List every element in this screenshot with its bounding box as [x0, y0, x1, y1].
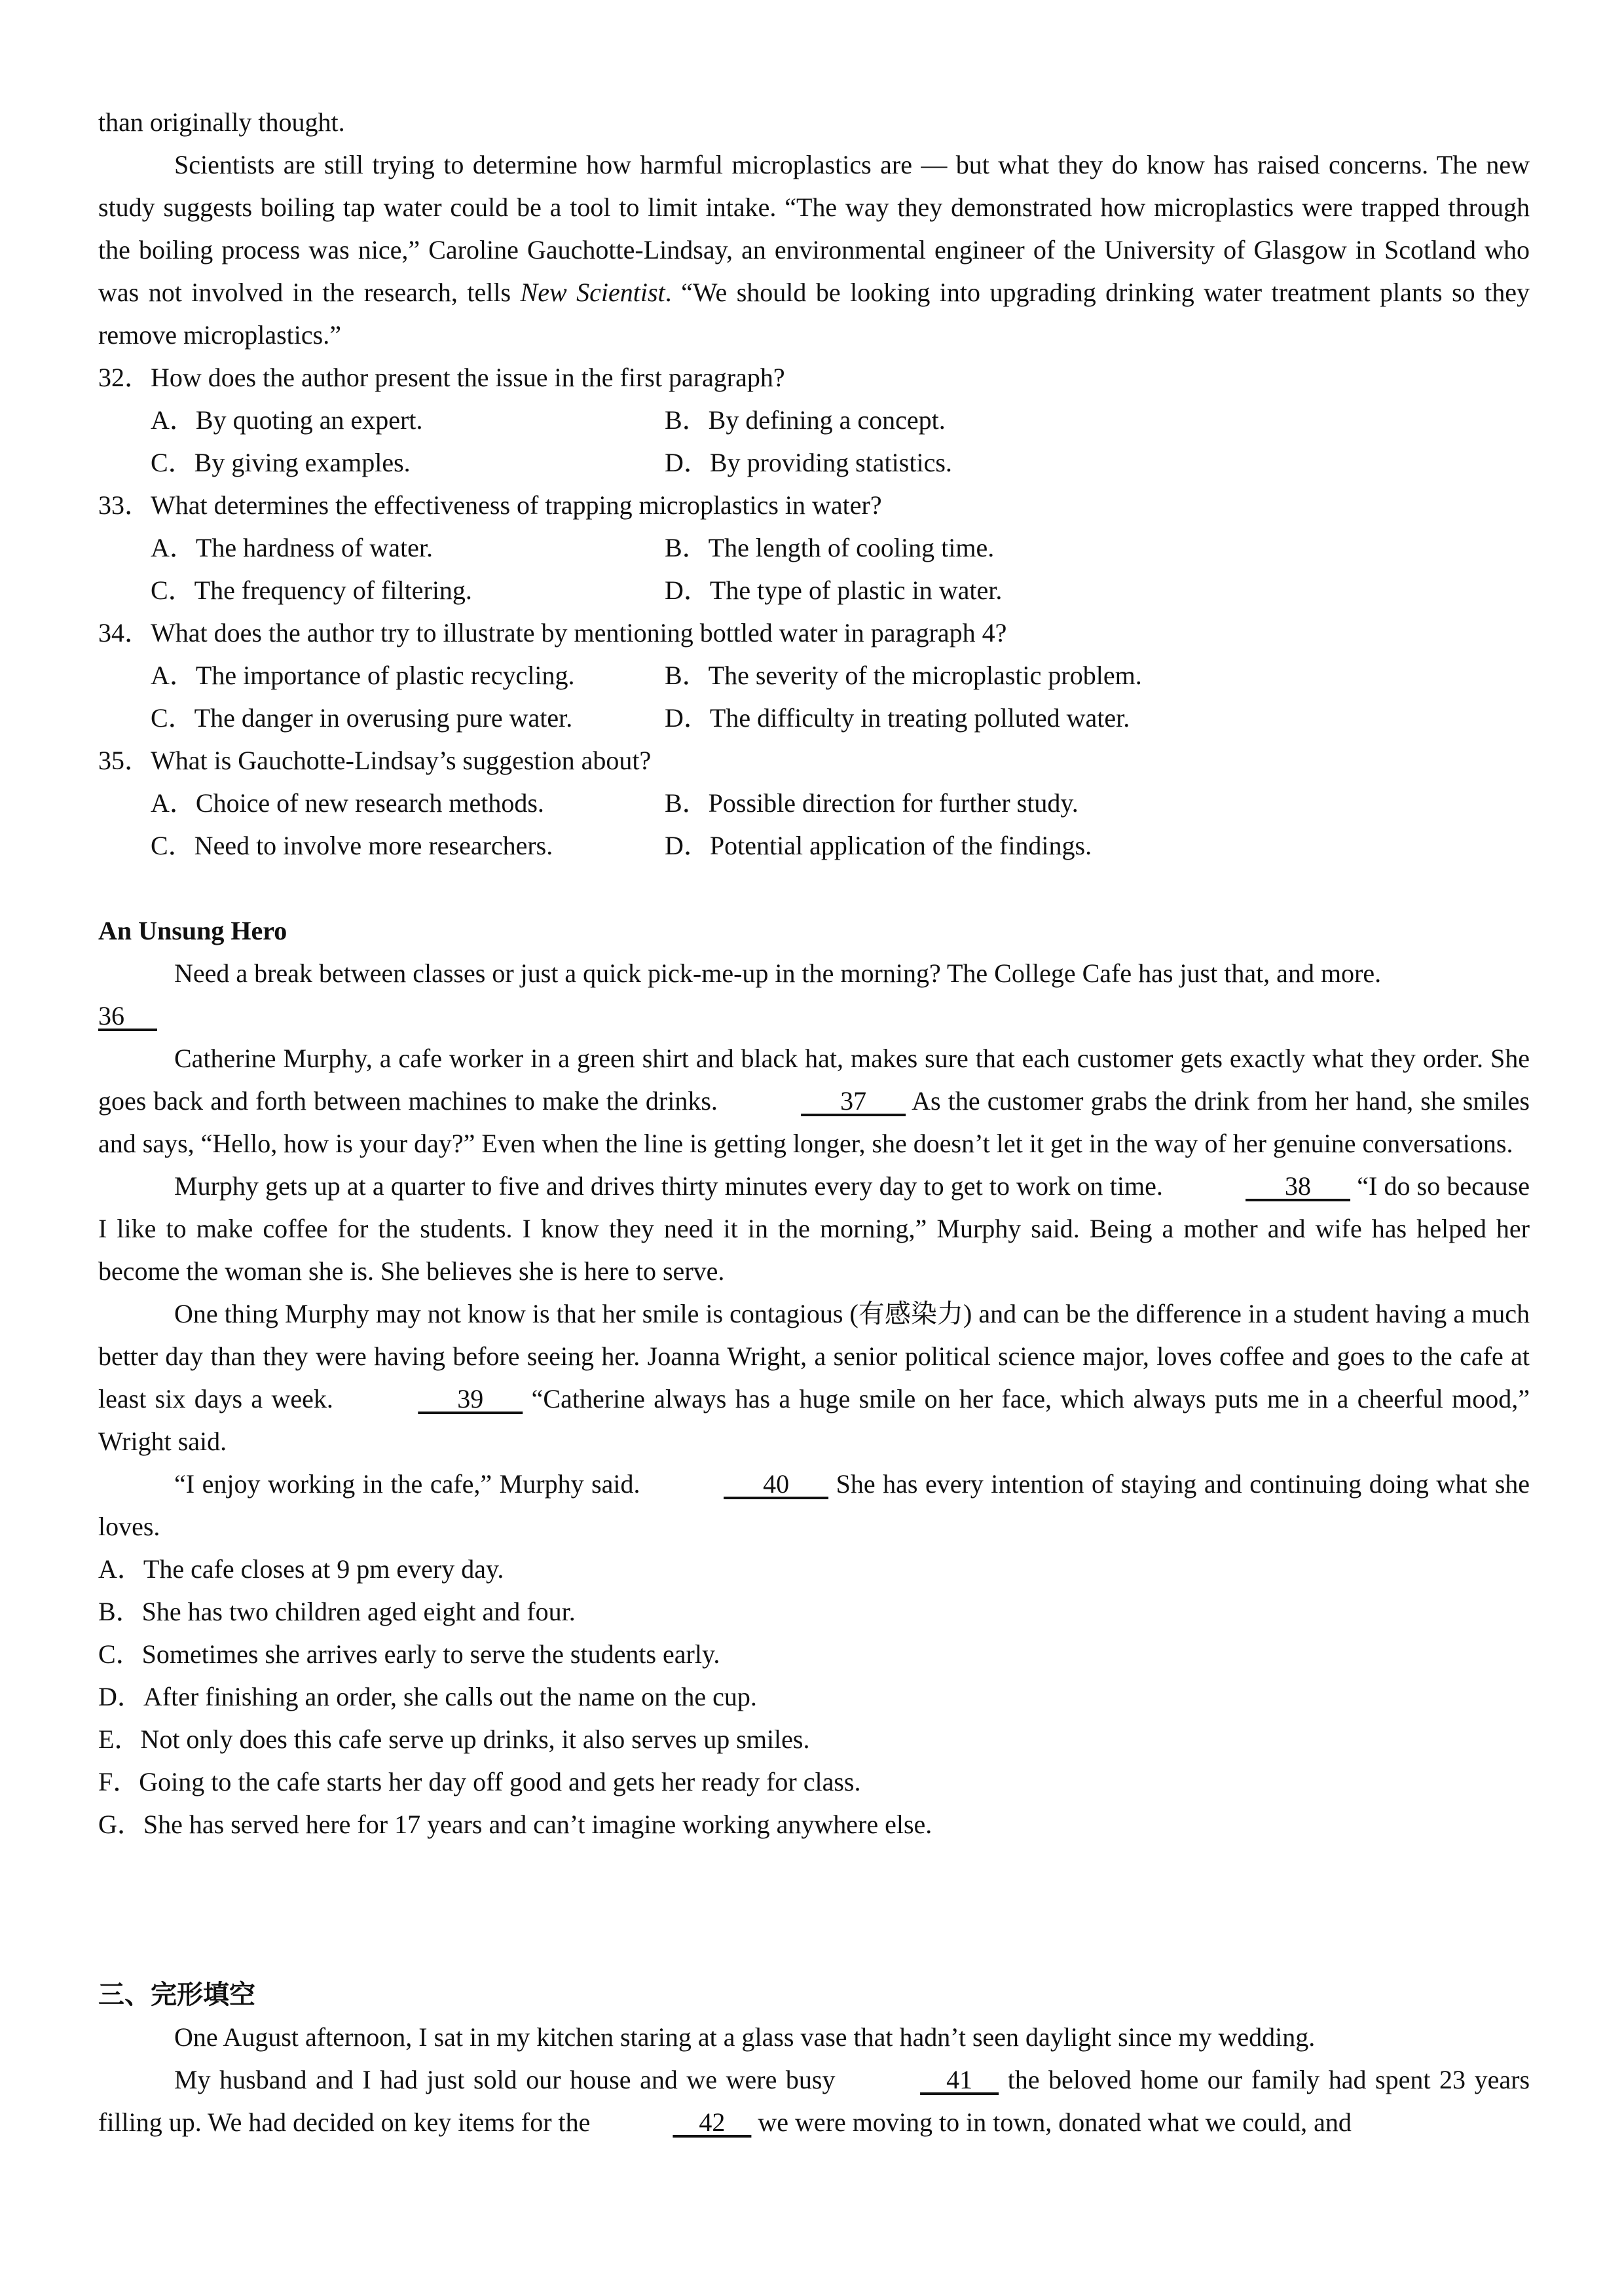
- cloze-paragraph: [98, 2058, 1530, 2143]
- option-c[interactable]: C．Need to involve more researchers.: [151, 831, 553, 860]
- option-a[interactable]: A．Choice of new research methods.: [151, 788, 544, 818]
- option-a[interactable]: A．The hardness of water.: [151, 533, 433, 562]
- option-d[interactable]: D．By providing statistics.: [665, 448, 952, 477]
- passage-text: than originally thought.: [98, 107, 345, 137]
- option-c[interactable]: C．The frequency of filtering.: [151, 575, 472, 605]
- option-b[interactable]: B．The length of cooling time.: [665, 533, 995, 562]
- passage-paragraph: [98, 1037, 1530, 1165]
- option-item[interactable]: F．Going to the cafe starts her day off good and gets her ready for class.: [98, 1767, 861, 1796]
- question-33: [98, 484, 1530, 611]
- passage-text: “I do so because I like to make coffee for the students. I know they need it in the morning,” Murphy said. Being a mother and wife has helped her become the woman she is. She believes she is here to serve.: [98, 1171, 1530, 1286]
- option-c[interactable]: C．The danger in overusing pure water.: [151, 703, 573, 733]
- blank-42[interactable]: 42: [673, 2107, 752, 2137]
- blank-41[interactable]: 41: [920, 2065, 999, 2094]
- question-options: [98, 654, 1530, 739]
- cloze-paragraph: One August afternoon, I sat in my kitchen staring at a glass vase that hadn’t seen daylight since my wedding.: [174, 2022, 1316, 2052]
- option-item[interactable]: B．She has two children aged eight and four.: [98, 1597, 576, 1626]
- passage-paragraph: [98, 1463, 1530, 1548]
- blank-38[interactable]: 38: [1246, 1171, 1351, 1201]
- passage-title: An Unsung Hero: [98, 916, 287, 945]
- option-d[interactable]: D．Potential application of the findings.: [665, 831, 1092, 860]
- question-stem: 33．What determines the effectiveness of trapping microplastics in water?: [98, 490, 882, 520]
- option-item[interactable]: G．She has served here for 17 years and can’t imagine working anywhere else.: [98, 1810, 932, 1839]
- passage-text: Murphy gets up at a quarter to five and drives thirty minutes every day to get to work on time.: [174, 1171, 1163, 1201]
- question-options: [98, 399, 1530, 484]
- option-item[interactable]: D．After finishing an order, she calls out the name on the cup.: [98, 1682, 757, 1711]
- blank-36[interactable]: 36: [98, 1001, 157, 1030]
- option-a[interactable]: A．By quoting an expert.: [151, 405, 423, 435]
- question-stem: 32．How does the author present the issue in the first paragraph?: [98, 363, 785, 392]
- option-b[interactable]: B．The severity of the microplastic problem.: [665, 661, 1142, 690]
- passage-paragraph: [98, 143, 1530, 356]
- passage-paragraph: [98, 952, 1530, 1037]
- question-options: [98, 526, 1530, 611]
- passage-text: One thing Murphy may not know is that her smile is contagious (有感染力) and can be the difference in a student having a much better day than they were having before seeing her. Joanna Wright, a senior political science major, loves coffee and goes to the cafe at least six days a week.: [98, 1299, 1530, 1413]
- passage-text: . “We should be looking into upgrading drinking water treatment plants so they remove microplastics.”: [98, 278, 1530, 350]
- passage-text: the beloved home our family had spent 23 years filling up. We had decided on key items for the: [98, 2065, 1530, 2137]
- publication-name: New Scientist: [520, 278, 665, 307]
- question-options: [98, 782, 1530, 867]
- passage-text: Scientists are still trying to determine how harmful microplastics are — but what they do know has raised concerns. The new study suggests boiling tap water could be a tool to limit intake. “The way they demonstrated how microplastics were trapped through the boiling process was nice,” Caroline Gauchotte-Lindsay, an environmental engineer of the University of Glasgow in Scotland who was not involved in the research, tells: [98, 150, 1530, 307]
- passage-text: Need a break between classes or just a quick pick-me-up in the morning? The College Cafe has just that, and more.: [174, 958, 1382, 988]
- question-stem: 35．What is Gauchotte-Lindsay’s suggestion about?: [98, 746, 652, 775]
- option-list: [98, 1548, 1530, 1846]
- question-34: [98, 611, 1530, 739]
- option-item[interactable]: A．The cafe closes at 9 pm every day.: [98, 1554, 504, 1584]
- passage-text: My husband and I had just sold our house and we were busy: [174, 2065, 836, 2094]
- blank-37[interactable]: 37: [801, 1086, 906, 1116]
- passage-text: “Catherine always has a huge smile on her face, which always puts me in a cheerful mood,” Wright said.: [98, 1384, 1530, 1456]
- option-item[interactable]: C．Sometimes she arrives early to serve the students early.: [98, 1639, 720, 1669]
- question-32: [98, 356, 1530, 484]
- passage-paragraph: [98, 1165, 1530, 1292]
- passage-text: As the customer grabs the drink from her hand, she smiles and says, “Hello, how is your day?” Even when the line is getting longer, she doesn’t let it get in the way of her genuine conversations.: [98, 1086, 1530, 1158]
- question-stem: 34．What does the author try to illustrate by mentioning bottled water in paragraph 4?: [98, 618, 1007, 647]
- option-d[interactable]: D．The difficulty in treating polluted water.: [665, 703, 1130, 733]
- passage-text: we were moving to in town, donated what we could, and: [758, 2107, 1352, 2137]
- option-d[interactable]: D．The type of plastic in water.: [665, 575, 1003, 605]
- option-c[interactable]: C．By giving examples.: [151, 448, 411, 477]
- passage-text: She has every intention of staying and continuing doing what she loves.: [98, 1469, 1530, 1541]
- passage-text: “I enjoy working in the cafe,” Murphy said.: [174, 1469, 640, 1499]
- question-35: [98, 739, 1530, 867]
- blank-40[interactable]: 40: [724, 1469, 829, 1499]
- section-heading: 三、完形填空: [98, 1980, 255, 2009]
- option-a[interactable]: A．The importance of plastic recycling.: [151, 661, 575, 690]
- passage-paragraph: [98, 1292, 1530, 1463]
- exam-page: [98, 101, 1530, 2143]
- blank-39[interactable]: 39: [418, 1384, 523, 1413]
- option-b[interactable]: B．Possible direction for further study.: [665, 788, 1079, 818]
- option-b[interactable]: B．By defining a concept.: [665, 405, 946, 435]
- passage-text: Catherine Murphy, a cafe worker in a green shirt and black hat, makes sure that each customer gets exactly what they order. She goes back and forth between machines to make the drinks.: [98, 1044, 1530, 1116]
- option-item[interactable]: E．Not only does this cafe serve up drinks, it also serves up smiles.: [98, 1724, 810, 1754]
